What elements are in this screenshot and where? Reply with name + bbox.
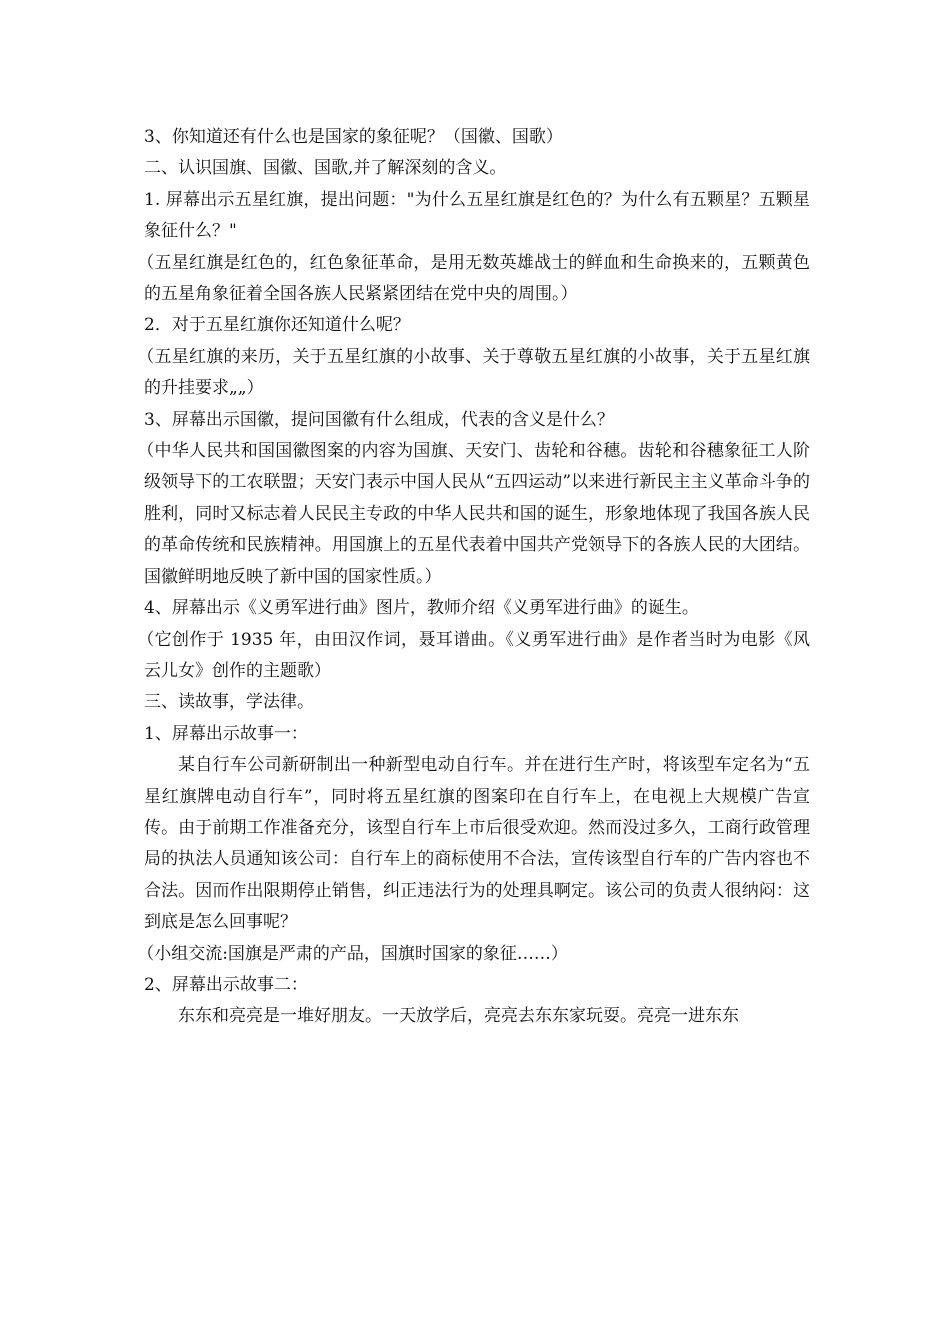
paragraph-flag-question: 1. 屏幕出示五星红旗，提出问题："为什么五星红旗是红色的？为什么有五颗星？五颗星象征什么？" — [144, 189, 810, 242]
paragraph-q3-symbols: 3、你知道还有什么也是国家的象征呢？（国徽、国歌） — [144, 127, 563, 147]
paragraph-anthem-answer: （它创作于 1935 年，由田汉作词，聂耳谱曲。《义勇军进行曲》是作者当时为电影《风云儿女》创作的主题歌） — [137, 629, 810, 681]
document-body — [137, 122, 810, 1033]
paragraph-story-one-body: 某自行车公司新研制出一种新型电动自行车。并在进行生产时，将该型车定名为“五星红旗牌电动自行车”，同时将五星红旗的图案印在自行车上，在电视上大规模广告宣传。由于前期工作准备充分，该型自行车上市后很受欢迎。然而没过多久，工商行政管理局的执法人员通知该公司：自行车上的商标使用不合法，宣传该型自行车的广告内容也不合法。因而作出限期停止销售，纠正违法行为的处理具啊定。该公司的负责人很纳闷：这到底是怎么回事呢？ — [144, 755, 810, 933]
section-heading-2: 二、认识国旗、国徽、国歌,并了解深刻的含义。 — [144, 158, 507, 179]
paragraph-story-one-title: 1、屏幕出示故事一： — [144, 723, 308, 744]
paragraph-story-two-title: 2、屏幕出示故事二： — [144, 974, 308, 995]
paragraph-anthem-intro: 4、屏幕出示《义勇军进行曲》图片，教师介绍《义勇军进行曲》的诞生。 — [144, 598, 699, 619]
paragraph-flag-knowledge-answer: （五星红旗的来历，关于五星红旗的小故事、关于尊敬五星红旗的小故事，关于五星红旗的升挂要求„„） — [137, 346, 810, 399]
paragraph-group-discussion: （小组交流:国旗是严肃的产品，国旗时国家的象征……） — [137, 943, 568, 964]
section-heading-3: 三、读故事，学法律。 — [144, 692, 314, 713]
paragraph-flag-answer: （五星红旗是红色的，红色象征革命，是用无数英雄战士的鲜血和生命换来的，五颗黄色的五星角象征着全国各族人民紧紧团结在党中央的周围。） — [137, 252, 810, 305]
paragraph-story-two-body: 东东和亮亮是一堆好朋友。一天放学后，亮亮去东东家玩耍。亮亮一进东东 — [178, 1006, 739, 1027]
paragraph-emblem-answer: （中华人民共和国国徽图案的内容为国旗、天安门、齿轮和谷穗。齿轮和谷穗象征工人阶级领导下的工农联盟；天安门表示中国人民从“五四运动”以来进行新民主主义革命斗争的胜利，同时又标志着人民民主专政的中华人民共和国的诞生，形象地体现了我国各族人民的革命传统和民族精神。用国旗上的五星代表着中国共产党领导下的各族人民的大团结。国徽鲜明地反映了新中国的国家性质。） — [137, 441, 810, 587]
paragraph-emblem-question: 3、屏幕出示国徽，提问国徽有什么组成，代表的含义是什么？ — [144, 409, 614, 430]
paragraph-flag-knowledge-question: 2．对于五星红旗你还知道什么呢？ — [144, 315, 410, 336]
